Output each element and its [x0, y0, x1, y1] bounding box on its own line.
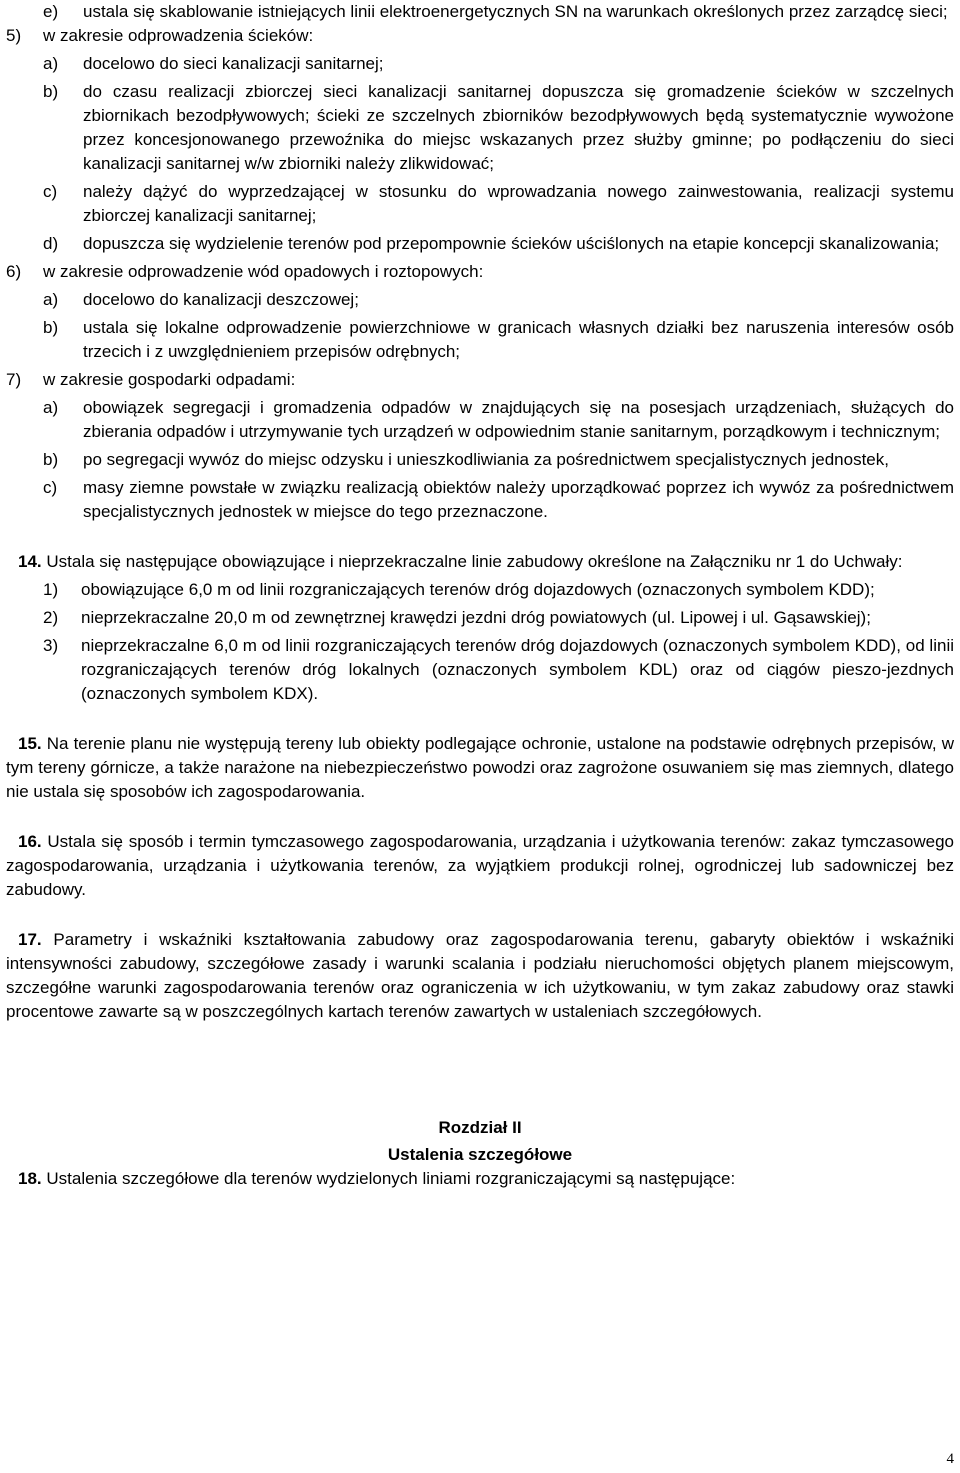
section-label: 5)	[6, 26, 22, 45]
list-item	[43, 180, 954, 228]
paragraph-18	[6, 1167, 954, 1191]
list-text: po segregacji wywóz do miejsc odzysku i unieszkodliwiania za pośrednictwem specjalistycznych jednostek,	[83, 450, 889, 469]
paragraph-number: 16.	[18, 832, 42, 851]
list-text: należy dążyć do wyprzedzającej w stosunku do wprowadzania nowego zainwestowania, realizacji systemu zbiorczej kanalizacji sanitarnej;	[83, 182, 954, 225]
chapter-title: Rozdział II	[438, 1118, 522, 1137]
list-text: nieprzekraczalne 20,0 m od zewnętrznej krawędzi jezdni dróg powiatowych (ul. Lipowej i ul. Gąsawskiej);	[81, 608, 871, 627]
list-item	[43, 80, 954, 176]
page-number: 4	[946, 1451, 954, 1467]
paragraph-text: Parametry i wskaźniki kształtowania zabudowy oraz zagospodarowania terenu, gabaryty obiektów i wskaźniki intensywności zabudowy, szczegółowe zasady i warunki scalania i podziału nieruchomości objętych planem miejscowym, szczegółne warunki zagospodarowania terenów oraz ograniczenia w ich użytkowaniu, w tym zakaz zabudowy oraz stawki procentowe zawarte są w poszczególnych kartach terenów zawartych w ustaleniach szczegółowych.	[6, 930, 954, 1021]
list-text: dopuszcza się wydzielenie terenów pod przepompownie ścieków uściślonych na etapie koncepcji skanalizowania;	[83, 234, 940, 253]
list-text: obowiązujące 6,0 m od linii rozgraniczających terenów dróg dojazdowych (oznaczonych symbolem KDD);	[81, 580, 875, 599]
paragraph-text: Ustala się sposób i termin tymczasowego zagospodarowania, urządzania i użytkowania terenów: zakaz tymczasowego zagospodarowania, urządzania i użytkowania terenów, za wyjątkiem produkcji rolnej, ogrodniczej lub sadowniczej bez zabudowy.	[6, 832, 954, 899]
list-item	[43, 606, 954, 630]
paragraph-number: 15.	[18, 734, 42, 753]
paragraph-text: Ustalenia szczegółowe dla terenów wydzielonych liniami rozgraniczającymi są następujące:	[46, 1169, 736, 1188]
list-label: c)	[43, 182, 58, 201]
list-label: e)	[43, 2, 59, 21]
list-label: 1)	[43, 580, 59, 599]
list-label: 2)	[43, 608, 59, 627]
list-text: nieprzekraczalne 6,0 m od linii rozgraniczających terenów dróg dojazdowych (oznaczonych symbolem KDD), od linii rozgraniczających terenów dróg lokalnych (oznaczonych symbolem KDL) oraz od ciągów pieszo-jezdnych (oznaczonych symbolem KDX).	[81, 636, 954, 703]
section-6-heading	[6, 260, 954, 284]
paragraph-15	[6, 732, 954, 804]
list-label: b)	[43, 318, 59, 337]
section-text: w zakresie gospodarki odpadami:	[43, 370, 296, 389]
list-item	[43, 232, 954, 256]
paragraph-16	[6, 830, 954, 902]
section-7-heading	[6, 368, 954, 392]
list-label: b)	[43, 82, 59, 101]
paragraph-number: 14.	[18, 552, 42, 571]
list-label: c)	[43, 478, 58, 497]
list-text: ustala się skablowanie istniejących linii elektroenergetycznych SN na warunkach określonych przez zarządcę sieci;	[83, 2, 948, 21]
list-item	[43, 52, 954, 76]
list-item-e	[43, 0, 954, 24]
paragraph-number: 17.	[18, 930, 42, 949]
list-label: 3)	[43, 636, 59, 655]
list-item	[43, 448, 954, 472]
list-label: a)	[43, 290, 59, 309]
list-item	[43, 288, 954, 312]
list-text: docelowo do kanalizacji deszczowej;	[83, 290, 359, 309]
list-text: ustala się lokalne odprowadzenie powierzchniowe w granicach własnych działki bez naruszenia interesów osób trzecich i z uwzględnieniem przepisów odrębnych;	[83, 318, 954, 361]
list-text: docelowo do sieci kanalizacji sanitarnej;	[83, 54, 384, 73]
list-text: masy ziemne powstałe w związku realizacją obiektów należy uporządkować poprzez ich wywóz za pośrednictwem specjalistycznych jednostek w miejsce do tego przeznaczone.	[83, 478, 954, 521]
section-label: 7)	[6, 370, 22, 389]
paragraph-text: Na terenie planu nie występują tereny lub obiekty podlegające ochronie, ustalone na podstawie odrębnych przepisów, w tym tereny górnicze, a także narażone na niebezpieczeństwo powodzi oraz zagrożone osuwaniem się mas ziemnych, dlatego nie ustala się sposobów ich zagospodarowania.	[6, 734, 954, 801]
paragraph-14	[6, 550, 954, 574]
paragraph-text: Ustala się następujące obowiązujące i nieprzekraczalne linie zabudowy określone na Załączniku nr 1 do Uchwały:	[46, 552, 903, 571]
list-label: b)	[43, 450, 59, 469]
chapter-subtitle: Ustalenia szczegółowe	[387, 1145, 573, 1164]
list-text: do czasu realizacji zbiorczej sieci kanalizacji sanitarnej dopuszcza się gromadzenie ścieków w szczelnych zbiornikach bezodpływowych; ścieki ze szczelnych zbiorników bezodpływowych będą systematycznie wywożone przez koncesjonowanego przewoźnika do miejsc wskazanych przez służby gminne; po podłączeniu do sieci kanalizacji sanitarnej w/w zbiorniki należy zlikwidować;	[83, 82, 954, 173]
section-text: w zakresie odprowadzenie wód opadowych i roztopowych:	[43, 262, 484, 281]
list-item	[43, 476, 954, 524]
section-5-heading	[6, 24, 954, 48]
list-label: d)	[43, 234, 59, 253]
list-label: a)	[43, 54, 59, 73]
list-item	[43, 396, 954, 444]
list-item	[43, 578, 954, 602]
list-item	[43, 316, 954, 364]
section-label: 6)	[6, 262, 22, 281]
paragraph-17	[6, 928, 954, 1024]
list-item	[43, 634, 954, 706]
list-label: a)	[43, 398, 59, 417]
section-text: w zakresie odprowadzenia ścieków:	[43, 26, 314, 45]
paragraph-number: 18.	[18, 1169, 42, 1188]
list-text: obowiązek segregacji i gromadzenia odpadów w znajdujących się na posesjach urządzeniach, służących do zbierania odpadów i utrzymywanie tych urządzeń w odpowiednim stanie sanitarnym, porządkowym i technicznym;	[83, 398, 954, 441]
